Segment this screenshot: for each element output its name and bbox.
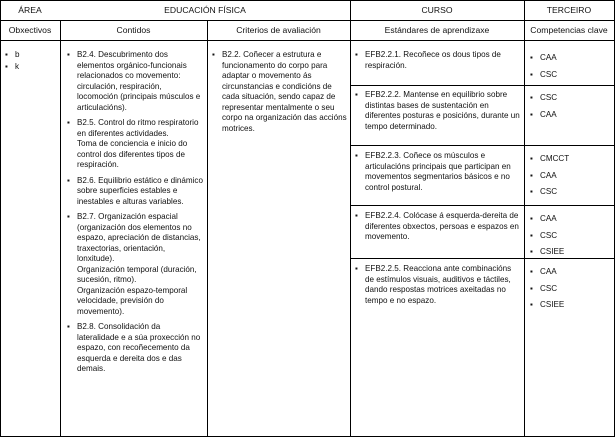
competence-item: ▪ CSC xyxy=(529,228,611,243)
content-item: ▪ B2.5. Control do ritmo respiratorio en diferentes actividades. Toma de conciencia e inicio do control dos diferentes tipos de respiración. xyxy=(66,118,204,171)
content-item: ▪ B2.6. Equilibrio estático e dinámico sobre superficies estables e inestables e alturas variables. xyxy=(66,176,204,208)
col-objectives: Obxectivos xyxy=(8,25,52,35)
rule-left xyxy=(0,0,1,437)
rule-top xyxy=(0,0,615,1)
rule-col-1 xyxy=(60,20,61,437)
competence-item: ▪ CSIEE xyxy=(529,297,611,312)
competence-item: ▪ CAA xyxy=(529,107,611,122)
rule-row-3 xyxy=(350,205,615,206)
subject-title: EDUCACIÓN FÍSICA xyxy=(164,5,246,15)
competence-item: ▪ CAA xyxy=(529,264,611,279)
course-label: CURSO xyxy=(421,5,453,15)
competence-cell xyxy=(529,50,611,83)
col-contents: Contidos xyxy=(116,25,151,35)
competence-cell xyxy=(529,264,611,314)
standard-item: ▪ EFB2.2.4. Colócase á esquerda-dereita de diferentes obxectos, persoas e espazos en movemento. xyxy=(354,211,520,243)
rule-row-1 xyxy=(350,85,615,86)
col-competences: Competencias clave xyxy=(530,25,608,35)
competence-item: ▪ CSC xyxy=(529,67,611,82)
objective-item: ▪ k xyxy=(4,62,56,73)
competence-cell xyxy=(529,211,611,261)
rule-header xyxy=(0,20,615,21)
competence-item: ▪ CAA xyxy=(529,211,611,226)
competence-item: ▪ CSC xyxy=(529,184,611,199)
standard-cell xyxy=(354,90,520,134)
content-item: ▪ B2.7. Organización espacial (organización dos elementos no espazo, apreciación de distancias, traxectorias, orientación, lonxitude). Organización temporal (duración, sucesión, ritmo). Organización espazo-temporal velocidade, previsión do movemento). xyxy=(66,212,204,317)
objective-item: ▪ b xyxy=(4,50,56,61)
competence-item: ▪ CAA xyxy=(529,168,611,183)
standard-cell xyxy=(354,151,520,195)
standard-cell xyxy=(354,264,520,308)
content-item: ▪ B2.8. Consolidación da lateralidade e a súa proxección no espazo, con recoñecemento da esquerda e dereita dos e das demais. xyxy=(66,322,204,375)
content-item: ▪ B2.4. Descubrimento dos elementos orgánico-funcionais relacionados co movemento: circulación, respiración, locomoción (principais músculos e articulacións). xyxy=(66,50,204,113)
area-label: ÁREA xyxy=(18,5,42,15)
competence-item: ▪ CMCCT xyxy=(529,151,611,166)
contents-cell xyxy=(66,50,204,376)
rule-col-2 xyxy=(207,20,208,437)
course-value: TERCEIRO xyxy=(546,5,592,15)
competence-item: ▪ CSC xyxy=(529,281,611,296)
rule-col-3 xyxy=(350,0,351,437)
standard-cell xyxy=(354,50,520,73)
col-criteria: Criterios de avaliación xyxy=(236,25,321,35)
standard-item: ▪ EFB2.2.5. Reacciona ante combinacións de estímulos visuais, auditivos e táctiles, dando respostas motrices axeitadas no tempo e no espazo. xyxy=(354,264,520,306)
standard-item: ▪ EFB2.2.2. Mantense en equilibrio sobre distintas bases de sustentación en diferentes posturas e posicións, durante un tempo determinado. xyxy=(354,90,520,132)
competence-item: ▪ CAA xyxy=(529,50,611,65)
criteria-cell xyxy=(211,50,347,136)
rule-bottom xyxy=(0,436,615,437)
standard-cell xyxy=(354,211,520,244)
standard-item: ▪ EFB2.2.3. Coñece os músculos e articulacións principais que participan en movementos segmentarios básicos e no control postural. xyxy=(354,151,520,193)
col-standards: Estándares de aprendizaxe xyxy=(384,25,490,35)
rule-row-2 xyxy=(350,145,615,146)
competence-item: ▪ CSIEE xyxy=(529,244,611,259)
competence-cell xyxy=(529,90,611,123)
standard-item: ▪ EFB2.2.1. Recoñece os dous tipos de respiración. xyxy=(354,50,520,71)
competence-item: ▪ CSC xyxy=(529,90,611,105)
rule-subheader xyxy=(0,40,615,41)
criterion-item: ▪ B2.2. Coñecer a estrutura e funcionamento do corpo para adaptar o movemento ás circunstancias e condicións de cada situación, sendo capaz de representar mentalmente o seu corpo na organización das accións motrices. xyxy=(211,50,347,134)
objectives-cell xyxy=(4,50,56,74)
competence-cell xyxy=(529,151,611,201)
rule-col-4 xyxy=(524,0,525,437)
